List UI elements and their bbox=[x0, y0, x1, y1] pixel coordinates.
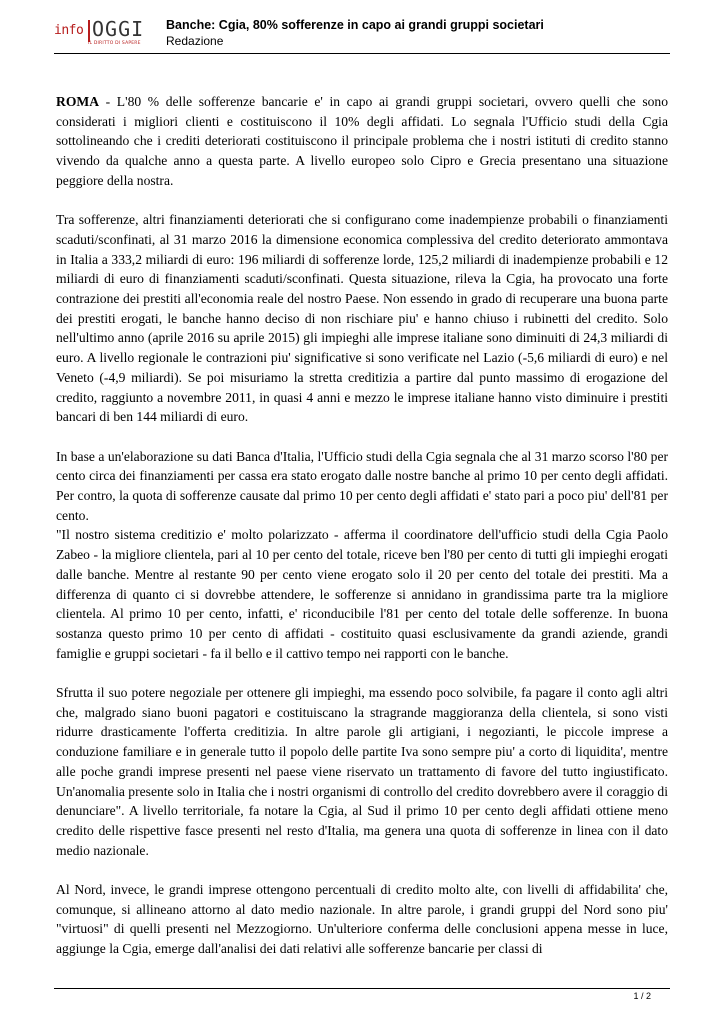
infooggi-logo[interactable] bbox=[54, 18, 158, 46]
article-paragraph-4: "Il nostro sistema creditizio e' molto polarizzato - afferma il coordinatore dell'ufficio studi della Cgia Paolo Zabeo - la migliore clientela, pari al 10 per cento del totale, riceve ben l'80 per cento di tutti gli impieghi erogati dalle banche. Mentre al restante 90 per cento viene erogato solo il 20 per cento del totale dei prestiti. Ma a differenza di quanto ci si dovrebbe attendere, le sofferenze si annidano in grandissima parte tra la migliore clientela. Al primo 10 per cento, infatti, e' riconducibile l'81 per cento del totale delle sofferenze. In buona sostanza questo primo 10 per cento di affidati - costituito quasi esclusivamente da grandi aziende, grandi famiglie e gruppi societari - fa il bello e il cattivo tempo nei rapporti con le banche. bbox=[56, 527, 668, 661]
footer-divider bbox=[54, 988, 670, 989]
logo-info-text: info bbox=[54, 23, 84, 38]
article-body bbox=[56, 92, 668, 979]
article-paragraph-1 bbox=[56, 92, 668, 191]
article-author: Redazione bbox=[166, 34, 224, 48]
article-paragraph-6: Al Nord, invece, le grandi imprese ottengono percentuali di credito molto alte, con livelli di affidabilita' che, comunque, si allineano attorno al dato medio nazionale. In altre parole, i grandi gruppi del Nord sono piu' "virtuosi" di quelli presenti nel Mezzogiorno. Un'ulteriore conferma delle conclusioni appena messe in luce, aggiunge la Cgia, emerge dall'analisi dei dati relativi alle sofferenze bancarie per classi di bbox=[56, 882, 668, 957]
logo-tagline: IL DIRITTO DI SAPERE bbox=[88, 41, 141, 46]
page-header bbox=[54, 14, 670, 52]
page-number: 1 / 2 bbox=[633, 991, 651, 1001]
article-paragraph-1-text: - L'80 % delle sofferenze bancarie e' in capo ai grandi gruppi societari, ovvero quelli che sono considerati i migliori clienti e costituiscono il 10% degli affidati. Lo segnala l'Ufficio studi della Cgia sottolineando che i crediti deteriorati costituiscono il principale problema che i nostri istituti di credito stanno vivendo da qualche anno a questa parte. A livello europeo solo Cipro e Grecia presentano una situazione peggiore della nostra. bbox=[56, 94, 668, 188]
article-paragraph-5: Sfrutta il suo potere negoziale per ottenere gli impieghi, ma essendo poco solvibile, fa pagare il conto agli altri che, malgrado siano buoni pagatori e costituiscano la stragrande maggioranza della clientela, si sono visti ridurre drasticamente l'offerta creditizia. In altre parole gli artigiani, i negozianti, le piccole imprese a conduzione familiare e in generale tutto il popolo delle partite Iva sono sempre piu' a corto di liquidita', mentre alle poche grandi imprese presenti nel paese viene riservato un trattamento di favore del tutto ingiustificato. Un'anomalia presente solo in Italia che i nostri organismi di controllo del credito dovrebbero avere il coraggio di denunciare". A livello territoriale, fa notare la Cgia, al Sud il primo 10 per cento degli affidati ottiene meno credito delle rispettive fasce presenti nel resto d'Italia, ma genera una quota di sofferenze in linea con il dato medio nazionale. bbox=[56, 685, 668, 858]
article-dateline: ROMA bbox=[56, 94, 100, 109]
article-paragraph-3: In base a un'elaborazione su dati Banca d'Italia, l'Ufficio studi della Cgia segnala che al 31 marzo scorso l'80 per cento circa dei finanziamenti per cassa era stato erogato dalle nostre banche al primo 10 per cento degli affidati. Per contro, la quota di sofferenze causate dal primo 10 per cento degli affidati e' stato pari a poco piu' dell'81 per cento. bbox=[56, 448, 668, 523]
article-paragraph-2: Tra sofferenze, altri finanziamenti deteriorati che si configurano come inadempienze probabili o finanziamenti scaduti/sconfinati, al 31 marzo 2016 la dimensione economica complessiva del credito deteriorato ammontava in Italia a 333,2 miliardi di euro: 196 miliardi di sofferenze lorde, 125,2 miliardi di inadempienze probabili e 12 miliardi di euro di finanziamenti scaduti/sconfinati. Questa situazione, rileva la Cgia, ha provocato una forte contrazione dei prestiti all'economia reale del nostro Paese. Non essendo in grado di recuperare una buona parte dei prestiti erogati, le banche hanno deciso di non rischiare piu' e hanno chiuso i rubinetti del credito. Solo nell'ultimo anno (aprile 2016 su aprile 2015) gli impieghi alle imprese italiane sono diminuiti di 24,3 miliardi di euro. A livello regionale le contrazioni piu' significative si sono verificate nel Lazio (-5,6 miliardi di euro) e nel Veneto (-4,9 miliardi). Se poi misuriamo la stretta creditizia a partire dal punto massimo di erogazione del credito, raggiunto a novembre 2011, in quasi 4 anni e mezzo le imprese italiane hanno visto diminuire i prestiti bancari di ben 144 miliardi di euro. bbox=[56, 212, 668, 425]
logo-divider bbox=[88, 20, 90, 42]
header-divider bbox=[54, 53, 670, 54]
article-title: Banche: Cgia, 80% sofferenze in capo ai grandi gruppi societari bbox=[166, 18, 544, 32]
logo-oggi-text: OGGI bbox=[92, 17, 145, 41]
